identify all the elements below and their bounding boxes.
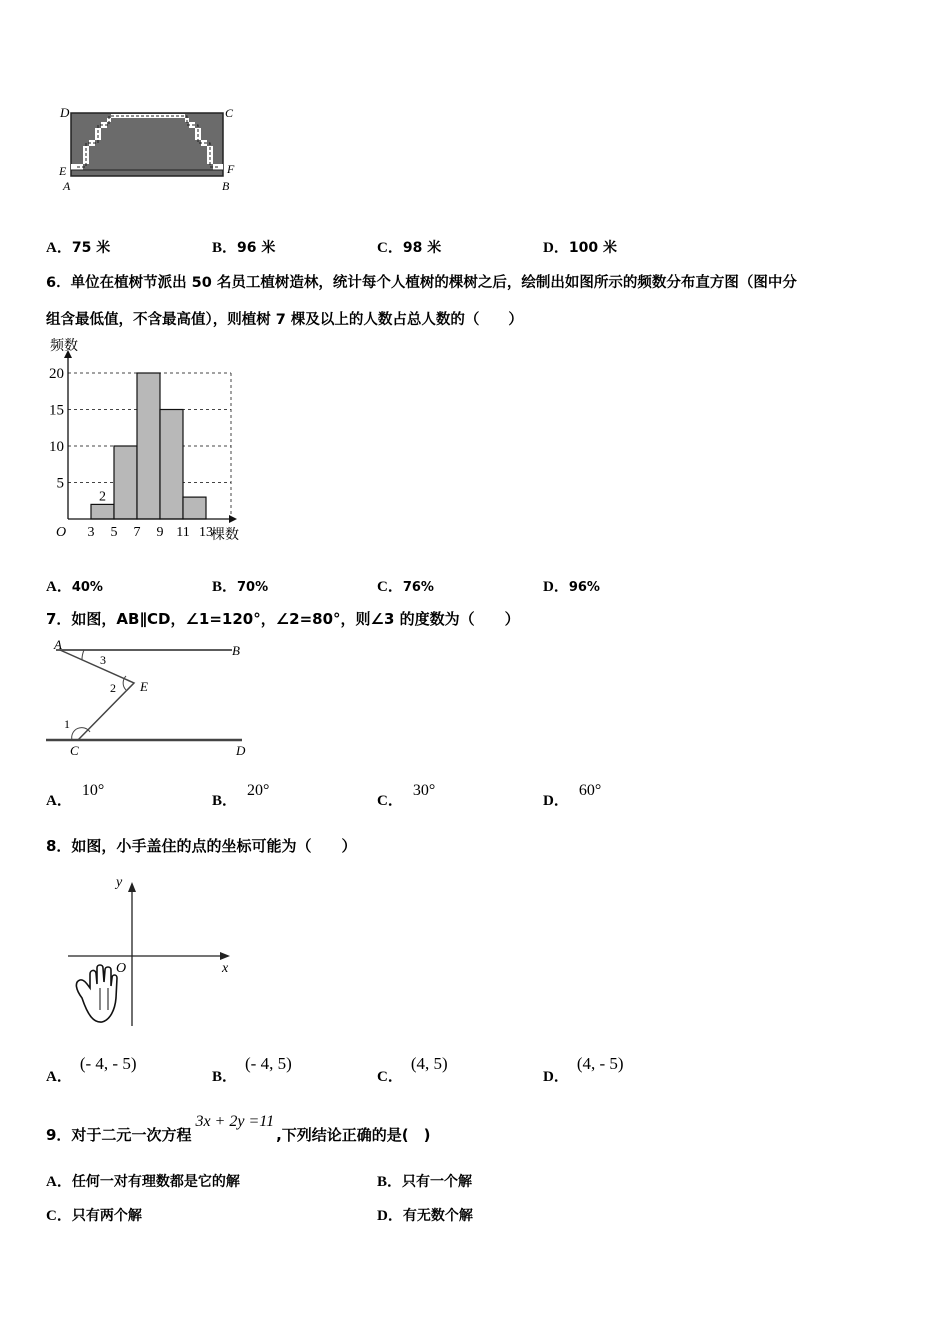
- q8-label-x: x: [222, 961, 229, 976]
- q8-option-c-text: (4, 5): [410, 1054, 448, 1073]
- q5-option-d-text: 100 米: [568, 240, 617, 256]
- q9-option-b-text: 只有一个解: [402, 1174, 473, 1190]
- q6-option-b[interactable]: [212, 575, 268, 596]
- q7-option-c[interactable]: [377, 779, 436, 809]
- x-axis-label: 棵数: [211, 528, 239, 543]
- q6-option-a-text: 40%: [71, 580, 103, 595]
- q6-stem-line1: 6．单位在植树节派出 50 名员工植树造林，统计每个人植树的棵树之后，绘制出如图所示的频数分布直方图（图中分: [46, 275, 797, 291]
- q5-label-e: E: [59, 164, 67, 178]
- x-tick-label: 13: [199, 525, 213, 540]
- q7-option-b-text: 20°: [247, 782, 270, 799]
- q5-option-a-key: A．: [46, 240, 72, 256]
- q6-option-d-text: 96%: [568, 580, 600, 595]
- q9-stem-prefix: 9．对于二元一次方程: [46, 1126, 192, 1144]
- q7-label-angle2: 2: [110, 681, 116, 695]
- q8-option-a-key: A．: [46, 1069, 72, 1085]
- histogram-bar: [91, 504, 114, 519]
- q5-option-b-text: 96 米: [237, 240, 276, 256]
- q7-option-a[interactable]: [46, 779, 105, 809]
- q8-option-b-key: B．: [212, 1069, 238, 1085]
- x-tick-label: 5: [110, 525, 118, 540]
- q8-option-b-text: (- 4, 5): [245, 1054, 292, 1073]
- q8-option-a-text: (- 4, - 5): [79, 1054, 137, 1073]
- q7-figure: [42, 636, 257, 761]
- origin-label: O: [56, 525, 67, 540]
- q7-label-c: C: [70, 743, 79, 758]
- q5-option-c-key: C．: [377, 240, 403, 256]
- q7-label-d: D: [236, 743, 246, 758]
- bar-data-label: 2: [99, 489, 106, 505]
- q7-label-e: E: [140, 679, 148, 694]
- q7-label-b: B: [232, 643, 240, 658]
- y-tick-label: 20: [49, 366, 64, 382]
- q6-option-d[interactable]: [543, 575, 600, 596]
- y-tick-label: 5: [56, 475, 64, 492]
- q5-label-c: C: [225, 106, 234, 120]
- q9-stem-suffix: ,下列结论正确的是( ): [276, 1126, 431, 1144]
- q7-option-d[interactable]: [543, 779, 602, 809]
- q5-figure: [55, 104, 250, 196]
- q9-option-d-key: D．: [377, 1208, 403, 1224]
- q9-equation: 3x + 2y =11: [195, 1113, 275, 1130]
- q7-option-d-text: 60°: [578, 782, 602, 799]
- q5-option-b[interactable]: [212, 236, 275, 257]
- q8-figure: [62, 870, 242, 1035]
- q5-option-c-text: 98 米: [402, 240, 442, 256]
- q9-option-b-key: B．: [377, 1174, 403, 1190]
- histogram-bar: [183, 497, 206, 519]
- q5-option-b-key: B．: [212, 240, 238, 256]
- q5-option-d[interactable]: [543, 236, 617, 257]
- q5-label-a: A: [63, 179, 71, 193]
- histogram-bar: [114, 446, 137, 519]
- q8-option-d-text: (4, - 5): [576, 1054, 624, 1073]
- q6-stem-line2: 组含最低值，不含最高值），则植树 7 棵及以上的人数占总人数的（ ）: [46, 312, 523, 328]
- q7-label-angle1: 1: [64, 717, 70, 731]
- hand-icon: [76, 965, 117, 1022]
- q9-option-c[interactable]: [46, 1204, 142, 1225]
- q5-label-f: F: [227, 162, 235, 176]
- q8-label-y: y: [116, 875, 123, 890]
- q7-option-b[interactable]: [212, 779, 270, 809]
- q7-option-c-text: 30°: [412, 782, 436, 799]
- q8-option-c[interactable]: [377, 1053, 448, 1085]
- q9-option-d-text: 有无数个解: [402, 1208, 473, 1224]
- histogram-bar: [160, 410, 183, 520]
- q7-option-c-key: C．: [377, 793, 403, 809]
- q5-option-c[interactable]: [377, 236, 441, 257]
- q8-option-d-key: D．: [543, 1069, 569, 1085]
- x-tick-label: 7: [133, 525, 141, 540]
- q7-option-b-key: B．: [212, 793, 238, 809]
- q9-option-b[interactable]: [377, 1170, 472, 1191]
- q9-option-c-key: C．: [46, 1208, 72, 1224]
- q7-label-angle3: 3: [100, 653, 106, 667]
- y-tick-label: 10: [49, 439, 64, 455]
- q6-histogram: [40, 334, 300, 544]
- q9-option-a-text: 任何一对有理数都是它的解: [71, 1174, 240, 1190]
- q6-option-a[interactable]: [46, 575, 103, 596]
- q7-option-a-text: 10°: [81, 782, 105, 799]
- q5-option-a[interactable]: [46, 236, 110, 257]
- q7-option-d-key: D．: [543, 793, 569, 809]
- q9-stem: [46, 1110, 431, 1144]
- q5-label-d: D: [60, 105, 70, 120]
- q8-option-a[interactable]: [46, 1053, 137, 1085]
- x-axis-arrow: [229, 515, 237, 523]
- q9-option-c-text: 只有两个解: [71, 1208, 142, 1224]
- x-tick-label: 9: [156, 525, 164, 540]
- q6-option-c[interactable]: [377, 575, 434, 596]
- histogram-bar: [137, 373, 160, 519]
- q9-option-a-key: A．: [46, 1174, 72, 1190]
- q7-label-a: A: [54, 637, 62, 652]
- q8-option-d[interactable]: [543, 1053, 624, 1085]
- q6-option-d-key: D．: [543, 579, 569, 595]
- q9-option-a[interactable]: [46, 1170, 240, 1191]
- y-axis-label: 频数: [50, 339, 78, 354]
- q8-label-o: O: [116, 961, 127, 976]
- q8-option-c-key: C．: [377, 1069, 403, 1085]
- x-tick-label: 11: [176, 525, 190, 540]
- q8-option-b[interactable]: [212, 1053, 292, 1085]
- q8-stem: 8．如图，小手盖住的点的坐标可能为（ ）: [46, 837, 357, 855]
- q6-option-b-text: 70%: [237, 580, 269, 595]
- q5-label-b: B: [222, 179, 230, 193]
- x-tick-label: 3: [87, 525, 95, 540]
- q9-option-d[interactable]: [377, 1204, 473, 1225]
- q7-stem: 7．如图，AB∥CD，∠1=120°，∠2=80°，则∠3 的度数为（ ）: [46, 610, 520, 628]
- q6-option-b-key: B．: [212, 579, 238, 595]
- q6-option-c-text: 76%: [402, 580, 434, 595]
- q5-option-d-key: D．: [543, 240, 569, 256]
- q6-option-c-key: C．: [377, 579, 403, 595]
- q6-option-a-key: A．: [46, 579, 72, 595]
- q5-option-a-text: 75 米: [71, 240, 111, 256]
- q7-option-a-key: A．: [46, 793, 72, 809]
- y-tick-label: 15: [49, 402, 64, 419]
